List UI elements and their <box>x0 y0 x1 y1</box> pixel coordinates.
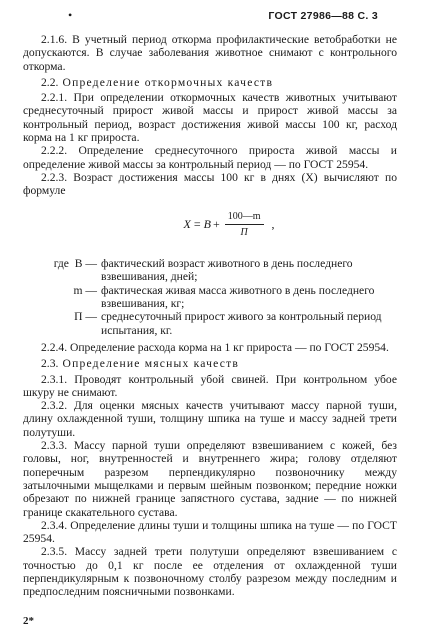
section-title: Определение откормочных качеств <box>62 75 274 89</box>
where-word: где <box>53 257 69 271</box>
formula <box>61 210 397 240</box>
section-number: 2.2. <box>41 75 59 89</box>
section-number: 2.3. <box>41 357 59 371</box>
paragraph-2-2-4: 2.2.4. Определение расхода корма на 1 кг прироста — по ГОСТ 25954. <box>41 340 389 354</box>
definition-row <box>23 284 397 311</box>
variable-definitions <box>23 257 397 337</box>
formula-lhs: X <box>183 216 191 231</box>
section-heading-2-3 <box>23 357 397 370</box>
formula-equals: = <box>193 216 201 231</box>
paragraph-2-2-2: 2.2.2. Определение среднесуточного прироста живой массы и определение живой массы за контрольный период — по ГОСТ 25954. <box>23 144 397 171</box>
definition-text: среднесуточный прирост живого за контрольный период испытания, кг. <box>101 310 382 337</box>
paragraph-2-3-4: 2.3.4. Определение длины туши и толщины шпика на туше — по ГОСТ 25954. <box>23 518 397 546</box>
definition-text: фактическая живая масса животного в день последнего взвешивания, кг; <box>101 283 375 311</box>
definition-symbol: П — <box>74 310 97 324</box>
paragraph-2-2-3: 2.2.3. Возраст достижения массы 100 кг в днях (X) вычисляют по формуле <box>23 170 397 198</box>
formula-trail: , <box>271 216 275 231</box>
page-marker: 2* <box>23 615 34 627</box>
page-header: ГОСТ 27986—88 С. 3 <box>268 10 378 22</box>
formula-fraction <box>225 210 264 240</box>
paragraph-2-3-2: 2.3.2. Для оценки мясных качеств учитывают массу парной туши, длину охлажденной туши, толщину шпика на туше и массу задней трети полутуши. <box>23 399 397 439</box>
definition-text: фактический возраст животного в день последнего взвешивания, дней; <box>101 257 353 284</box>
definition-symbol: где B — <box>53 257 97 271</box>
paragraph-2-3-3: 2.3.3. Массу парной туши определяют взвешиванием с кожей, без головы, ног, внутренностей и внутреннего жира; голову отделяют поперечным разрезом перпендикулярно позвоночнику между затылочными мыщелками и первым шейным позвонком; передние ножки обрезают по нижней границе запястного сустава, задние — по нижней границе скакательного сустава. <box>23 439 397 519</box>
definition-symbol: m — <box>73 283 97 297</box>
paragraph-2-3-1: 2.3.1. Проводят контрольный убой свиней. При контрольном убое шкуру не снимают. <box>23 372 397 399</box>
formula-plus: + <box>212 216 220 231</box>
paragraph-2-3-5: 2.3.5. Массу задней трети полутуши определяют взвешиванием с точностью до 0,1 кг после ее отделения от охлажденной туши перпендикулярным к позвоночному столбу разрезом между последним и предпоследним поясничными позвонками. <box>23 545 397 599</box>
section-title: Определение мясных качеств <box>62 357 240 371</box>
section-heading-2-2 <box>23 76 397 89</box>
formula-b: B <box>203 216 211 231</box>
formula-numerator: 100—m <box>225 210 264 225</box>
definition-row <box>23 257 397 284</box>
paragraph-2-2-1: 2.2.1. При определении откормочных качеств животных учитывают среднесуточный прирост живой массы и прирост живой массы за контрольный период, возраст достижения живой массы 100 кг, расход корма на 1 кг прироста. <box>23 91 397 145</box>
formula-denominator: П <box>240 226 248 238</box>
paragraph-2-1-6: 2.1.6. В учетный период откорма профилактические ветобработки не допускаются. В случае заболевания животное снимают с контрольного откорма. <box>23 33 397 73</box>
document-body <box>23 33 397 599</box>
corner-mark: • <box>68 8 73 22</box>
definition-row <box>23 310 397 337</box>
